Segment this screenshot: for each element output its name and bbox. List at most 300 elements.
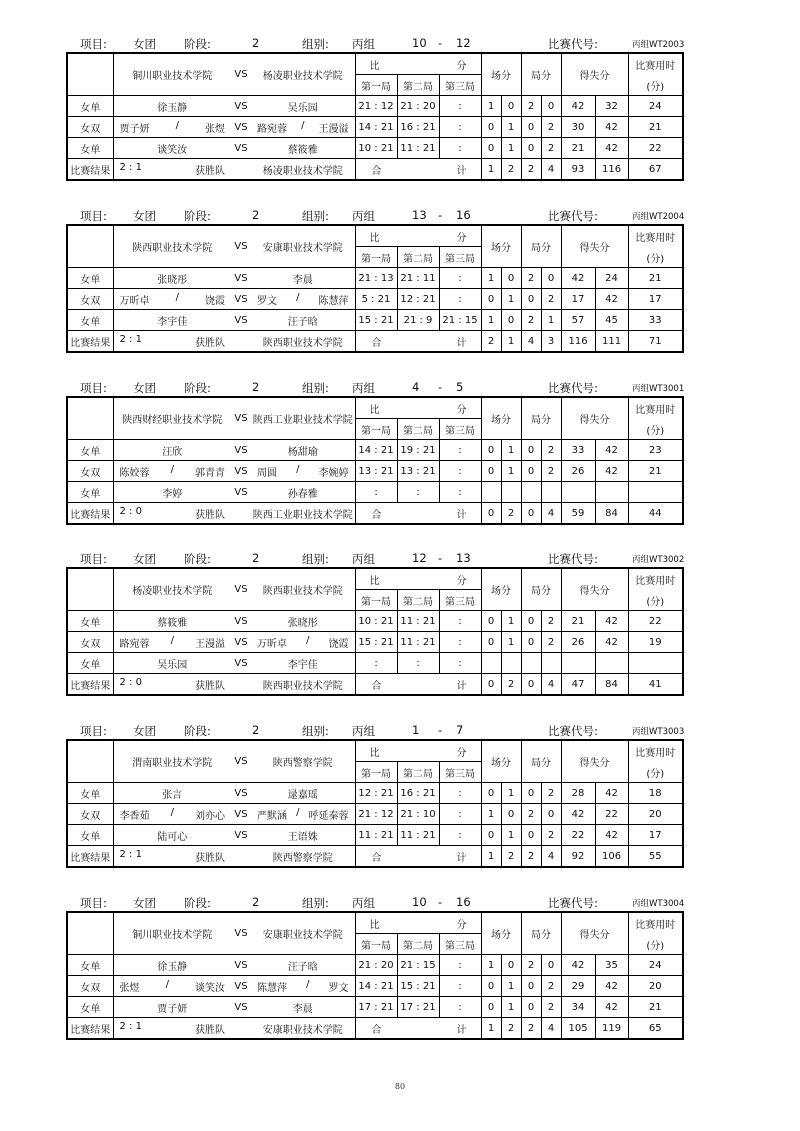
team1-name: 陕西职业技术学院 [113,225,231,268]
jufen-a: 0 [521,138,541,159]
vs-dash: - [438,895,443,909]
game2-score: 13 : 21 [397,461,439,482]
total-jufen-a: 2 [521,1018,541,1040]
slash-separator: / [175,119,179,131]
jufen-b: 2 [541,289,561,310]
vs-label: VS [231,653,251,674]
total-jufen-a: 2 [521,846,541,868]
game2-score: 21 : 20 [397,96,439,117]
points-b [595,482,628,503]
defen-header: 得失分 [561,225,628,268]
vs-dash: - [438,36,443,50]
player-name: 李婉婷 [318,467,349,479]
points-a: 22 [561,825,595,846]
time-header: 比赛用时 (分) [628,225,683,268]
winner-label: 获胜队 [195,852,225,864]
changfen-a: 1 [481,955,501,976]
game1-score: 11 : 21 [355,825,397,846]
jufen-a: 2 [521,804,541,825]
game1-score: 15 : 21 [355,310,397,331]
changfen-b: 0 [501,804,521,825]
jufen-b [541,482,561,503]
game3-score: : [439,783,481,804]
team-a-number: 10 [412,895,427,909]
changfen-b: 0 [501,268,521,289]
winner-team: 陕西工业职业技术学院 [251,503,355,525]
stage-value: 2 [252,551,260,565]
match-row [67,138,683,159]
total-points-b: 111 [595,331,628,353]
final-score: 2 : 1 [119,161,142,173]
winner-label: 获胜队 [195,337,225,349]
game3-score: 21 : 15 [439,310,481,331]
group-label: 组别: [302,724,329,738]
total-points-a: 59 [561,503,595,525]
team-a-number: 13 [412,208,427,222]
game2-score: 16 : 21 [397,117,439,138]
points-b: 32 [595,96,628,117]
player-name: 蔡筱雅 [113,611,231,632]
slash-separator: / [170,463,174,475]
jufen-b: 1 [541,310,561,331]
total-changfen-b: 2 [501,1018,521,1040]
changfen-a: 0 [481,611,501,632]
points-a: 42 [561,804,595,825]
player-name: 张晓彤 [251,611,355,632]
match-block [0,378,800,548]
game1-score: 17 : 21 [355,997,397,1018]
total-points-b: 84 [595,503,628,525]
event-type: 女单 [67,955,113,976]
ji-label: 计 [456,165,467,177]
player-name: 呼延秦蓉 [308,810,349,822]
player-name: 陆可心 [113,825,231,846]
points-b: 42 [595,117,628,138]
vs-label: VS [231,397,251,440]
game3-score: : [439,117,481,138]
event-type: 女单 [67,783,113,804]
game2-score: 21 : 11 [397,268,439,289]
ji-label: 计 [456,852,467,864]
player-name: 王语姝 [251,825,355,846]
team2-name: 安康职业技术学院 [251,225,355,268]
total-points-a: 93 [561,159,595,181]
vs-label: VS [231,976,251,997]
team-a-number: 10 [412,36,427,50]
time-header: 比赛用时 (分) [628,397,683,440]
points-a: 42 [561,955,595,976]
points-b: 42 [595,289,628,310]
player-name: 严默涵 [257,810,287,822]
score-table [66,224,684,353]
winner-label: 获胜队 [195,165,225,177]
points-b: 42 [595,632,628,653]
game3-score: : [439,440,481,461]
game3-header: 第三局 [439,590,481,611]
event-type: 女双 [67,289,113,310]
group-label: 组别: [302,552,329,566]
jufen-b: 2 [541,440,561,461]
jufen-a: 2 [521,268,541,289]
winner-team: 陕西职业技术学院 [251,331,355,353]
team1-name: 铜川职业技术学院 [113,912,231,955]
jufen-b: 2 [541,976,561,997]
match-row [67,482,683,503]
match-row [67,440,683,461]
jufen-a: 0 [521,289,541,310]
vs-label: VS [231,53,251,96]
result-label: 比赛结果 [67,1018,113,1040]
total-time: 44 [628,503,683,525]
result-row [67,846,683,868]
slash-separator: / [296,463,300,475]
match-row [67,632,683,653]
he-label: 合 [371,337,382,349]
ji-label: 计 [456,1024,467,1036]
event-name: 女团 [133,37,156,51]
player-name: 陈慧萍 [257,982,287,994]
jufen-header: 局分 [521,568,561,611]
time-header: 比赛用时 (分) [628,568,683,611]
result-row [67,159,683,181]
code-label: 比赛代号: [548,209,598,223]
player-name: 张煜 [119,982,140,994]
team2-pair [251,117,355,138]
player-name: 李婷 [113,482,231,503]
vs-dash: - [438,208,443,222]
team-a-number: 4 [412,380,420,394]
vs-label: VS [231,96,251,117]
changfen-b [501,653,521,674]
event-type: 女单 [67,482,113,503]
fen-label: 分 [456,747,467,759]
changfen-b [501,482,521,503]
jufen-a: 0 [521,611,541,632]
bi-label: 比 [369,60,380,72]
event-type: 女双 [67,461,113,482]
stage-value: 2 [252,208,260,222]
changfen-a: 1 [481,268,501,289]
points-a: 26 [561,461,595,482]
code-label: 比赛代号: [548,37,598,51]
changfen-b: 1 [501,825,521,846]
jufen-a: 2 [521,96,541,117]
match-code: 丙组WT3004 [632,899,685,909]
result-row [67,331,683,353]
time-minutes: 19 [628,632,683,653]
total-points-a: 47 [561,674,595,696]
bi-label: 比 [369,747,380,759]
winner-label: 获胜队 [195,509,225,521]
jufen-b: 0 [541,96,561,117]
item-label: 项目: [80,381,107,395]
changfen-b: 1 [501,997,521,1018]
game1-header: 第一局 [355,934,397,955]
jufen-header: 局分 [521,740,561,783]
points-b: 42 [595,976,628,997]
game2-header: 第二局 [397,247,439,268]
event-type: 女双 [67,117,113,138]
points-b: 42 [595,783,628,804]
vs-label: VS [231,482,251,503]
points-a: 28 [561,783,595,804]
score-table [66,911,684,1040]
jufen-a: 0 [521,997,541,1018]
winner-team: 陕西职业技术学院 [251,674,355,696]
time-minutes [628,482,683,503]
event-type: 女单 [67,825,113,846]
jufen-header: 局分 [521,53,561,96]
game1-score: 5 : 21 [355,289,397,310]
match-block [0,549,800,719]
fen-label: 分 [456,919,467,931]
match-header [0,549,800,567]
team-b-number: 16 [456,208,471,222]
player-name: 李香茹 [119,810,150,822]
game1-header: 第一局 [355,75,397,96]
changfen-header: 场分 [481,568,521,611]
game2-header: 第二局 [397,590,439,611]
group-label: 组别: [302,381,329,395]
group-name: 丙组 [352,209,375,223]
points-a: 21 [561,138,595,159]
time-minutes: 33 [628,310,683,331]
points-b: 42 [595,138,628,159]
jufen-b: 2 [541,138,561,159]
points-b: 35 [595,955,628,976]
player-name: 路宛蓉 [257,123,287,135]
match-header [0,893,800,911]
game2-header: 第二局 [397,934,439,955]
jufen-header: 局分 [521,225,561,268]
defen-header: 得失分 [561,397,628,440]
game1-score: : [355,482,397,503]
stage-value: 2 [252,723,260,737]
player-name: 徐玉静 [113,955,231,976]
player-name: 王漫溢 [195,638,225,650]
event-name: 女团 [133,552,156,566]
game1-score: 21 : 12 [355,96,397,117]
changfen-b: 1 [501,440,521,461]
points-b: 42 [595,461,628,482]
vs-label: VS [231,268,251,289]
points-a: 17 [561,289,595,310]
player-name: 吴乐园 [251,96,355,117]
player-name: 贾子妍 [119,123,150,135]
player-name: 路宛蓉 [119,638,150,650]
event-name: 女团 [133,381,156,395]
player-name: 罗文 [257,295,277,307]
vs-label: VS [231,310,251,331]
he-label: 合 [371,852,382,864]
match-code: 丙组WT3002 [632,555,685,565]
game3-score: : [439,611,481,632]
team1-pair [113,976,231,997]
game3-score: : [439,825,481,846]
bi-label: 比 [369,575,380,587]
points-b: 24 [595,268,628,289]
group-name: 丙组 [352,381,375,395]
match-row [67,997,683,1018]
jufen-a: 0 [521,632,541,653]
total-time: 55 [628,846,683,868]
player-name: 万昕卓 [119,295,150,307]
team-b-number: 12 [456,36,471,50]
time-minutes: 17 [628,289,683,310]
time-minutes: 20 [628,804,683,825]
team-a-number: 12 [412,551,427,565]
changfen-b: 1 [501,461,521,482]
changfen-header: 场分 [481,740,521,783]
changfen-b: 1 [501,783,521,804]
game3-score: : [439,653,481,674]
event-type: 女单 [67,997,113,1018]
team2-pair [251,289,355,310]
team-header-row [67,53,683,75]
slash-separator: / [170,634,174,646]
total-changfen-a: 0 [481,503,501,525]
team-b-number: 13 [456,551,471,565]
he-label: 合 [371,680,382,692]
game1-score: 10 : 21 [355,611,397,632]
team1-name: 渭南职业技术学院 [113,740,231,783]
bi-label: 比 [369,404,380,416]
player-name: 万昕卓 [257,638,287,650]
game2-score: : [397,482,439,503]
event-type: 女单 [67,268,113,289]
event-type: 女双 [67,804,113,825]
team1-name: 铜川职业技术学院 [113,53,231,96]
final-score: 2 : 0 [119,676,142,688]
changfen-b: 1 [501,138,521,159]
jufen-b: 0 [541,955,561,976]
group-name: 丙组 [352,896,375,910]
total-points-b: 84 [595,674,628,696]
game2-score: 11 : 21 [397,825,439,846]
item-label: 项目: [80,209,107,223]
game3-header: 第三局 [439,419,481,440]
result-row [67,674,683,696]
total-jufen-b: 4 [541,1018,561,1040]
changfen-header: 场分 [481,397,521,440]
score-table [66,739,684,868]
game3-score: : [439,268,481,289]
jufen-a: 0 [521,825,541,846]
jufen-b: 2 [541,825,561,846]
match-row [67,955,683,976]
game1-score: : [355,653,397,674]
total-time: 41 [628,674,683,696]
item-label: 项目: [80,724,107,738]
jufen-a [521,653,541,674]
group-label: 组别: [302,37,329,51]
vs-label: VS [231,138,251,159]
team-header-row [67,740,683,762]
stage-value: 2 [252,895,260,909]
player-name: 李晨 [251,997,355,1018]
points-a: 42 [561,268,595,289]
game3-score: : [439,632,481,653]
time-minutes: 21 [628,268,683,289]
player-name: 张言 [113,783,231,804]
game3-score: : [439,955,481,976]
game1-score: 21 : 20 [355,955,397,976]
points-b: 42 [595,611,628,632]
match-code: 丙组WT3001 [632,384,685,394]
event-type: 女单 [67,440,113,461]
game2-score: 21 : 9 [397,310,439,331]
stage-label: 阶段: [184,896,211,910]
total-jufen-b: 4 [541,674,561,696]
group-name: 丙组 [352,37,375,51]
total-points-a: 105 [561,1018,595,1040]
player-name: 王漫溢 [318,123,349,135]
changfen-header: 场分 [481,53,521,96]
stage-value: 2 [252,380,260,394]
match-header [0,206,800,224]
changfen-a: 0 [481,461,501,482]
bi-label: 比 [369,232,380,244]
game3-score: : [439,461,481,482]
event-type: 女单 [67,611,113,632]
result-label: 比赛结果 [67,331,113,353]
team-header-row [67,568,683,590]
team2-name: 陕西职业技术学院 [251,568,355,611]
changfen-header: 场分 [481,225,521,268]
game1-score: 12 : 21 [355,783,397,804]
time-minutes [628,653,683,674]
team-header-row [67,912,683,934]
points-a [561,482,595,503]
player-name: 饶霞 [328,638,349,650]
total-jufen-a: 0 [521,674,541,696]
player-name: 汪欣 [113,440,231,461]
jufen-a [521,482,541,503]
game3-score: : [439,138,481,159]
jufen-header: 局分 [521,397,561,440]
total-changfen-b: 2 [501,503,521,525]
jufen-b [541,653,561,674]
team2-name: 安康职业技术学院 [251,912,355,955]
match-header [0,378,800,396]
game1-score: 21 : 12 [355,804,397,825]
result-row [67,503,683,525]
he-label: 合 [371,165,382,177]
vs-label: VS [231,632,251,653]
changfen-a: 0 [481,289,501,310]
total-jufen-a: 0 [521,503,541,525]
match-row [67,653,683,674]
total-jufen-b: 4 [541,159,561,181]
game2-score: 21 : 15 [397,955,439,976]
jufen-b: 2 [541,632,561,653]
code-label: 比赛代号: [548,724,598,738]
code-label: 比赛代号: [548,552,598,566]
event-type: 女单 [67,138,113,159]
total-time: 65 [628,1018,683,1040]
game2-score: : [397,653,439,674]
total-changfen-b: 2 [501,846,521,868]
time-minutes: 21 [628,461,683,482]
winner-label: 获胜队 [195,1024,225,1036]
total-points-b: 119 [595,1018,628,1040]
jufen-b: 2 [541,783,561,804]
jufen-a: 0 [521,461,541,482]
total-jufen-b: 4 [541,503,561,525]
match-row [67,611,683,632]
team-b-number: 16 [456,895,471,909]
player-name: 孙春雅 [251,482,355,503]
